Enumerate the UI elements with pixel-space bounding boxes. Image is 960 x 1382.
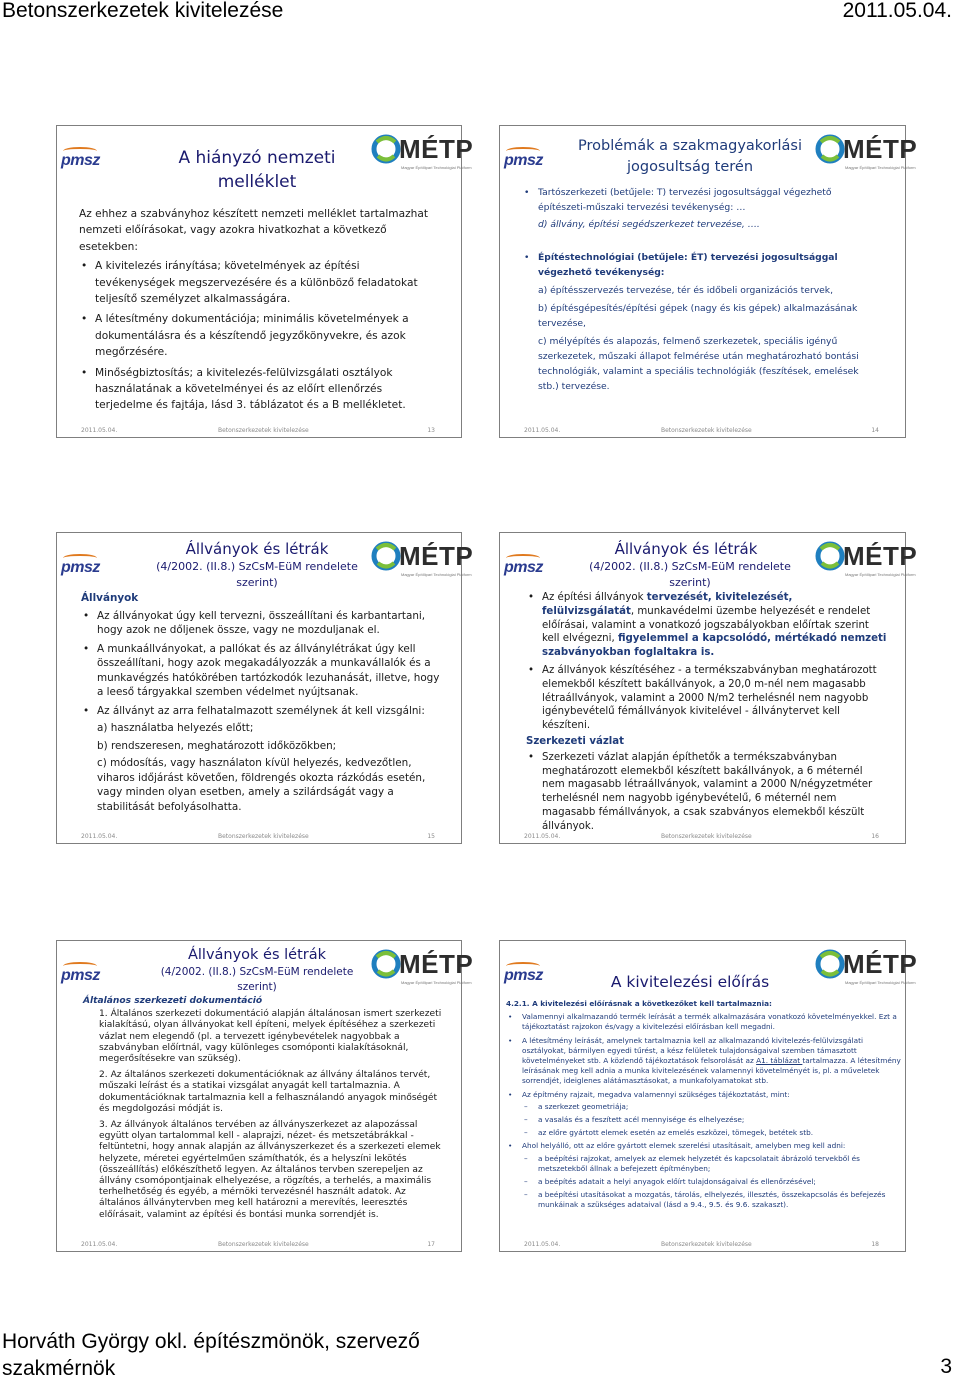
dash-item: – a beépítési rajzokat, amelyek az elemek helyzetét és kapcsolatait ábrázoló tervekből és metszetekből állnak a befejezett építményben; [522, 1154, 902, 1174]
intro-text: Az ehhez a szabványhoz készített nemzeti melléklet tartalmazhat nemzeti előírásokat, vagy azokra hivatkozhat a következő esetekben: [79, 208, 429, 253]
metp-logo: MÉTP Magyar Építőipari Technológiai Platform [371, 132, 461, 178]
pmsz-logo: pmsz [504, 967, 543, 985]
dash-item: – az előre gyártott elemek esetén az emelés eszközei, tömegek, betétek stb. [522, 1128, 902, 1138]
pmsz-logo: pmsz [61, 152, 100, 170]
list-item: • A kivitelezés irányítása; követelmények az építési tevékenységek megszervezésére és a különböző feladatokat teljesítő személyzet alkalmasságára. [79, 258, 439, 307]
metp-logo: MÉTP Magyar Építőipari Technológiai Platform [815, 539, 905, 585]
slide-15: pmsz MÉTP Magyar Építőipari Technológiai Platform Állványok és létrák (4/2002. (II.8.) SzCsM-EüM rendelete szerint) Állványok • Az állványokat úgy kell tervezni, összeállítani és karbantartani, hogy azok ne dőljenek össze, vagy ne mozduljanak el. • A munkaállványokat, a pallókat és az állványlétrákat úgy kell összeállítani, hogy azok megakadályozzák a munkavállalók és a munkavégzés hatókörében tartózkodók lezuhanását, illetve, hogy a leeső tárgyakkal szemben védelmet nyújtsanak. • Az állványt az arra felhatalmazott személynek át kell vizsgálni: a) használatba helyezés előtt; b) rendszeresen, meghatározott időközökben; c) módosítás, vagy használaton kívül helyezés, kedvezőtlen, viharos időjárást követően, földrengés okozta rázkódás esetén, vagy minden olyan esetben, amely a szilárdságát vagy a stabilitását befolyásolhatta. 2011.05.04. Betonszerkezetek kivitelezése 15 [56, 532, 462, 844]
slide-17: pmsz MÉTP Magyar Építőipari Technológiai Platform Állványok és létrák (4/2002. (II.8.) SzCsM-EüM rendelete szerint) Általános szerkezeti dokumentáció 1. Általános szerkezeti dokumentáció alapján általánosan ismert szerkezeti kialakítású, olyan állványokat kell építeni, melyek építéséhez a szerkezeti vázlat nem elegendő (pl. a tervezett igénybevételek nagyobbak a szabványban előírtnál, vagy különleges csomóponti kialakításoknál, megerősítésekre van szükség). 2. Az általános szerkezeti dokumentációknak az állvány általános tervét, műszaki leírást és a statikai vizsgálat anyagát kell tartalmaznia. A dokumentációknak tartalmaznia kell a felhasználandó anyagok minőségét és megdolgozási módját is. 3. Az állványok általános tervében az állványszerkezet az alapozással együtt olyan tartalommal kell - alaprajzi, nézet- és metszetábrákkal - feltüntetni, hogy annak alapján az állványszerkezet és a szerkezeti elemek helyzete, méretei egyértelműen számíthatók, és a helyszíni lekötés (összeállítás) előkészíthető legyen. Az általános tervben szerepeljen az állvány csomópontjainak elhelyezése, a rögzítés, a terhelés, a maximális terhelhetőség és egyéb, a mérnöki tervezésnél használt adatok. Az általános állványtervben meg kell határozni a merevítés, leeresztés előírásait, valamint az építési és bontási munka sorrendjét is. 2011.05.04. Betonszerkezetek kivitelezése 17 [56, 940, 462, 1252]
slide-body [526, 591, 888, 834]
sub-item: c) módosítás, vagy használaton kívül helyezés, kedvezőtlen, viharos időjárást követően, földrengés okozta rázkódás esetén, vagy minden olyan esetben, amely a szilárdságát vagy a stabilitását befolyásolhatta. [97, 757, 426, 813]
slide-subtitle: (4/2002. (II.8.) SzCsM-EüM rendelete szerint) [589, 560, 791, 589]
slide-16: pmsz MÉTP Magyar Építőipari Technológiai Platform Állványok és létrák (4/2002. (II.8.) SzCsM-EüM rendelete szerint) • Az építési állványok tervezését, kivitelezését, felülvizsgálatát, munkavédelmi üzembe helyezését e rendelet előírásai, valamint a vonatkozó jogszabályokban előírtak szerint kell elvégezni, figyelemmel a kapcsolódó, mértékadó nemzeti szabványokban foglaltakra is. • Az állványok készítéséhez - a termékszabványban meghatározott elemekből készített bakállványok, a 20,0 m-nél nem magasabb létraállványok, valamint a 2000 N/m2 terhelésnél nem nagyobb igénybevételű fémállványok kivitelével - állványtervet kell készíteni. Szerkezeti vázlat • Szerkezeti vázlat alapján építhetők a termékszabványban meghatározott elemekből készített bakállványok, a 6 méternél nem magasabb létraállványok, valamint a 2000 N/négyzetméter terhelésnél nem nagyobb igénybevételű, 6 méternél nem magasabb fémállványok, a csak szabványos elemekből készült állványok. 2011.05.04. Betonszerkezetek kivitelezése 16 [499, 532, 906, 844]
list-item: • Ahol helyálló, ott az előre gyártott elemek szerelési utasításait, amelyben meg kell adni: – a beépítési rajzokat, amelyek az elemek helyzetét és kapcsolatait ábrázoló tervekből és metszetekből állnak a befejezett építményben; – a beépítés adatait a helyi anyagok előírt tulajdonságaival és ellenőrzésével; – a beépítési utasításokat a mozgatás, tárolás, elhelyezés, illesztés, összekapcsolás és befejezés munkáinak a szükséges adataival (lásd a 9.4., 9.5. és 9.6. szakaszt). [506, 1141, 902, 1210]
slide-subtitle: (4/2002. (II.8.) SzCsM-EüM rendelete szerint) [160, 966, 354, 993]
sub-item: a) építésszervezés tervezése, tér és időbeli organizációs tervek, [538, 285, 834, 296]
pmsz-logo: pmsz [504, 152, 543, 170]
list-item: • Építéstechnológiai (betűjele: ÉT) tervezési jogosultsággal végezhető tevékenység: a) építésszervezés tervezése, tér és időbeli organizációs tervek, b) építésgépesítés/építési gépek (nagy és kis gépek) alkalmazásának tervezése, c) mélyépítés és alapozás, felmenő szerkezetek, speciális igényű szerkezetek, műszaki állapot felmérése után meghatározható bontási technológiák, valamint a speciális technológiák (feszítések, emelések stb.) tervezése. [522, 250, 882, 394]
sub-item: d) állvány, építési segédszerkezet tervezése, …. [538, 219, 760, 230]
paragraph: 2. Az általános szerkezeti dokumentációknak az állvány általános tervét, műszaki leírást és a statikai vizsgálat anyagát kell tartalmaznia. A dokumentációknak tartalmaznia kell a felhasználandó anyagok minőségét és megdolgozási módját is. [99, 1070, 438, 1114]
sub-item: b) építésgépesítés/építési gépek (nagy és kis gépek) alkalmazásának tervezése, [538, 303, 858, 329]
dash-item: – a szerkezet geometriája; [522, 1102, 902, 1112]
list-item: • A létesítmény leírását, amelynek tartalmaznia kell az alkalmazandó kivitelezés-felülvizsgálati osztályokat, bármilyen egyedi tűrést, a kész felületek tulajdonságaival szemben támasztott követelményeket stb. A közlendő tájékoztatások felsorolását az A1. táblázat tartalmazza. A létesítmény leírásának meg kell adnia a munka kivitelezésének valamennyi követelményét is, pl. a műveletek sorrendjét, ideiglenes alátámasztásokat, a munkafolyamatokat stb. [506, 1036, 902, 1087]
paragraph: 1. Általános szerkezeti dokumentáció alapján általánosan ismert szerkezeti kialakítású, olyan állványokat kell építeni, melyek építéséhez a szerkezeti vázlat nem elegendő (pl. a tervezett igénybevételek nagyobbak a szabványban előírtnál, vagy különleges csomóponti kialakításoknál, megerősítésekre van szükség). [99, 1009, 442, 1065]
pmsz-logo: pmsz [61, 967, 100, 985]
table-link[interactable]: A1. táblázat [756, 1056, 803, 1066]
list-item: • Az építmény rajzait, megadva valamennyi szükséges tájékoztatást, mint: – a szerkezet geometriája; – a vasalás és a feszített acél mennyisége és elhelyezése; – az előre gyártott elemek esetén az emelés eszközei, tömegek, betétek stb. [506, 1090, 902, 1139]
sub-item: c) mélyépítés és alapozás, felmenő szerkezetek, speciális igényű szerkezetek, műszaki állapot felmérése után meghatározható bontási technológiák, valamint a speciális technológiák (feszítések, emelések stb.) tervezése. [538, 336, 859, 392]
slide-number: 13 [427, 427, 435, 434]
list-item: • Az építési állványok tervezését, kivitelezését, felülvizsgálatát, munkavédelmi üzembe helyezését e rendelet előírásai, valamint a vonatkozó jogszabályokban előírtak szerint kell elvégezni, figyelemmel a kapcsolódó, mértékadó nemzeti szabványokban foglaltakra is. [526, 591, 888, 660]
slide-body [79, 206, 439, 414]
slide-title: Állványok és létrák [187, 947, 327, 963]
sub-item: b) rendszeresen, meghatározott időközökben; [97, 739, 337, 752]
metp-logo: MÉTP Magyar Építőipari Technológiai Platform [815, 132, 905, 178]
slide-18: pmsz MÉTP Magyar Építőipari Technológiai Platform A kivitelezési előírás 4.2.1. A kivitelezési előírásnak a következőket kell tartalmaznia: • Valamennyi alkalmazandó termék leírását a termék alkalmazására vonatkozó követelményekkel. Ezt a tájékoztatást rajzokon és/vagy a kivitelezési előírásban kell megadni. • A létesítmény leírását, amelynek tartalmaznia kell az alkalmazandó kivitelezés-felülvizsgálati osztályokat, bármilyen egyedi tűrést, a kész felületek tulajdonságaival szemben támasztott követelményeket stb. A közlendő tájékoztatások felsorolását az A1. táblázat tartalmazza. A létesítmény leírásának meg kell adnia a munka kivitelezésének valamennyi követelményét is, pl. a műveletek sorrendjét, ideiglenes alátámasztásokat, a munkafolyamatokat stb. • Az építmény rajzait, megadva valamennyi szükséges tájékoztatást, mint: – a szerkezet geometriája; – a vasalás és a feszített acél mennyisége és elhelyezése; – az előre gyártott elemek esetén az emelés eszközei, tömegek, betétek stb. • Ahol helyálló, ott az előre gyártott elemek szerelési utasításait, amelyben meg kell adni: – a beépítési rajzokat, amelyek az elemek helyzetét és kapcsolatait ábrázoló tervekből és metszetekből állnak a befejezett építményben; – a beépítés adatait a helyi anyagok előírt tulajdonságaival és ellenőrzésével; – a beépítési utasításokat a mozgatás, tárolás, elhelyezés, illesztés, összekapcsolás és befejezés munkáinak a szükséges adataival (lásd a 9.4., 9.5. és 9.6. szakaszt). 2011.05.04. Betonszerkezetek kivitelezése 18 [499, 940, 906, 1252]
dash-item: – a beépítési utasításokat a mozgatás, tárolás, elhelyezés, illesztés, összekapcsolás és befejezés munkáinak a szükséges adataival (lásd a 9.4., 9.5. és 9.6. szakaszt). [522, 1190, 902, 1210]
slide-title: Állványok és létrák [614, 540, 758, 558]
dash-item: – a beépítés adatait a helyi anyagok előírt tulajdonságaival és ellenőrzésével; [522, 1177, 902, 1187]
slide-number: 18 [871, 1241, 879, 1248]
slide-body [83, 996, 443, 1221]
dash-item: – a vasalás és a feszített acél mennyisége és elhelyezése; [522, 1115, 902, 1125]
page-number: 3 [940, 1355, 952, 1378]
list-item: • Az állványokat úgy kell tervezni, összeállítani és karbantartani, hogy azok ne dőljenek össze, vagy ne mozduljanak el. [81, 609, 449, 638]
slide-title: A hiányzó nemzeti melléklet [178, 148, 336, 192]
slide-body [522, 185, 882, 394]
page-header [0, 0, 960, 24]
slide-body [81, 591, 449, 814]
metp-logo: MÉTP Magyar Építőipari Technológiai Platform [371, 539, 461, 585]
slide-subtitle: (4/2002. (II.8.) SzCsM-EüM rendelete szerint) [156, 560, 358, 589]
list-item: • Az állványt az arra felhatalmazott személynek át kell vizsgálni: [81, 704, 449, 719]
sub-item: a) használatba helyezés előtt; [97, 722, 254, 734]
list-item: • Minőségbiztosítás; a kivitelezés-felülvizsgálati osztályok használatának a követelményei és az előírt ellenőrzés terjedelme és fajtája, lásd 3. táblázatot és a B mellékletet. [79, 365, 439, 414]
list-item: • Tartószerkezeti (betűjele: T) tervezési jogosultsággal végezhető építészeti-műszaki tervezési tevékenység: … d) állvány, építési segédszerkezet tervezése, …. [522, 185, 882, 232]
document-title: Betonszerkezetek kivitelezése [2, 0, 284, 22]
metp-logo: MÉTP Magyar Építőipari Technológiai Platform [815, 947, 905, 993]
list-item: • Szerkezeti vázlat alapján építhetők a termékszabványban meghatározott elemekből készített bakállványok, a 6 méternél nem magasabb létraállványok, valamint a 2000 N/négyzetméter terhelésnél nem nagyobb igénybevételű, 6 méternél nem magasabb fémállványok, a csak szabványos elemekből készült állványok. [526, 751, 888, 834]
list-item: • Az állványok készítéséhez - a termékszabványban meghatározott elemekből készített bakállványok, a 20,0 m-nél nem magasabb létraállványok, valamint a 2000 N/m2 terhelésnél nem nagyobb igénybevételű fémállványok kivitelével - állványtervet kell készíteni. [526, 664, 888, 733]
list-item: • A létesítmény dokumentációja; minimális követelmények a dokumentálásra és a készítendő jegyzőkönyvekre, és azok megőrzésére. [79, 311, 439, 360]
section-heading: Szerkezeti vázlat [526, 735, 625, 747]
slide-title: Állványok és létrák [185, 540, 329, 558]
page-footer [0, 1328, 960, 1380]
list-item: • Valamennyi alkalmazandó termék leírását a termék alkalmazására vonatkozó követelményekkel. Ezt a tájékoztatást rajzokon és/vagy a kivitelezési előírásban kell megadni. [506, 1012, 902, 1032]
section-heading: Általános szerkezeti dokumentáció [83, 996, 263, 1006]
paragraph: 3. Az állványok általános tervében az állványszerkezet az alapozással együtt olyan tartalommal kell - alaprajzi, nézet- és metszetábrákkal - feltüntetni, hogy annak alapján az állványszerkezet és a szerkezeti elemek helyzete, méretei egyértelműen számíthatók, és a helyszíni lekötés (összeállítás) előkészíthető legyen. Az általános tervben szerepeljen az állvány csomópontjainak elhelyezése, a rögzítés, a terhelés, a maximális terhelhetőség és egyéb, a mérnöki tervezésnél használt adatok. Az általános állványtervben meg kell határozni a merevítés, leeresztés előírásait, valamint az építési és bontási munka sorrendjét is. [99, 1120, 441, 1220]
pmsz-logo: pmsz [504, 559, 543, 577]
document-date: 2011.05.04. [842, 0, 952, 22]
slide-number: 17 [427, 1241, 435, 1248]
metp-logo: MÉTP Magyar Építőipari Technológiai Platform [371, 947, 461, 993]
slide-number: 14 [871, 427, 879, 434]
section-heading: 4.2.1. A kivitelezési előírásnak a következőket kell tartalmaznia: [506, 999, 772, 1008]
slide-14: pmsz MÉTP Magyar Építőipari Technológiai Platform Problémák a szakmagyakorlási jogosultság terén • Tartószerkezeti (betűjele: T) tervezési jogosultsággal végezhető építészeti-műszaki tervezési tevékenység: … d) állvány, építési segédszerkezet tervezése, …. • Építéstechnológiai (betűjele: ÉT) tervezési jogosultsággal végezhető tevékenység: a) építésszervezés tervezése, tér és időbeli organizációs tervek, b) építésgépesítés/építési gépek (nagy és kis gépek) alkalmazásának tervezése, c) mélyépítés és alapozás, felmenő szerkezetek, speciális igényű szerkezetek, műszaki állapot felmérése után meghatározható bontási technológiák, valamint a speciális technológiák (feszítések, emelések stb.) tervezése. 2011.05.04. Betonszerkezetek kivitelezése 14 [499, 125, 906, 438]
slide-number: 15 [427, 833, 435, 840]
slide-body [506, 999, 902, 1211]
author-name: Horváth György okl. építészmönök, szervező szakmérnök [2, 1330, 420, 1380]
slide-13: pmsz MÉTP Magyar Építőipari Technológiai Platform A hiányzó nemzeti melléklet Az ehhez a szabványhoz készített nemzeti melléklet tartalmazhat nemzeti előírásokat, vagy azokra hivatkozhat a következő esetekben: • A kivitelezés irányítása; követelmények az építési tevékenységek megszervezésére és a különböző feladatokat teljesítő személyzet alkalmasságára. • A létesítmény dokumentációja; minimális követelmények a dokumentálásra és a készítendő jegyzőkönyvekre, és azok megőrzésére. • Minőségbiztosítás; a kivitelezés-felülvizsgálati osztályok használatának a követelményei és az előírt ellenőrzés terjedelme és fajtája, lásd 3. táblázatot és a B mellékletet. 2011.05.04. Betonszerkezetek kivitelezése 13 [56, 125, 462, 438]
slide-title: Problémák a szakmagyakorlási jogosultság terén [577, 138, 802, 175]
list-item: • A munkaállványokat, a pallókat és az állványlétrákat úgy kell összeállítani, hogy azok megakadályozzák a munkavállalók és a munkavégzés hatókörében tartózkodók lezuhanását, illetve, hogy a leeső tárgyakkal szemben védelmet nyújtsanak. [81, 642, 449, 700]
section-heading: Állványok [81, 592, 139, 604]
pmsz-logo: pmsz [61, 559, 100, 577]
slide-title: A kivitelezési előírás [610, 973, 770, 991]
slide-number: 16 [871, 833, 879, 840]
